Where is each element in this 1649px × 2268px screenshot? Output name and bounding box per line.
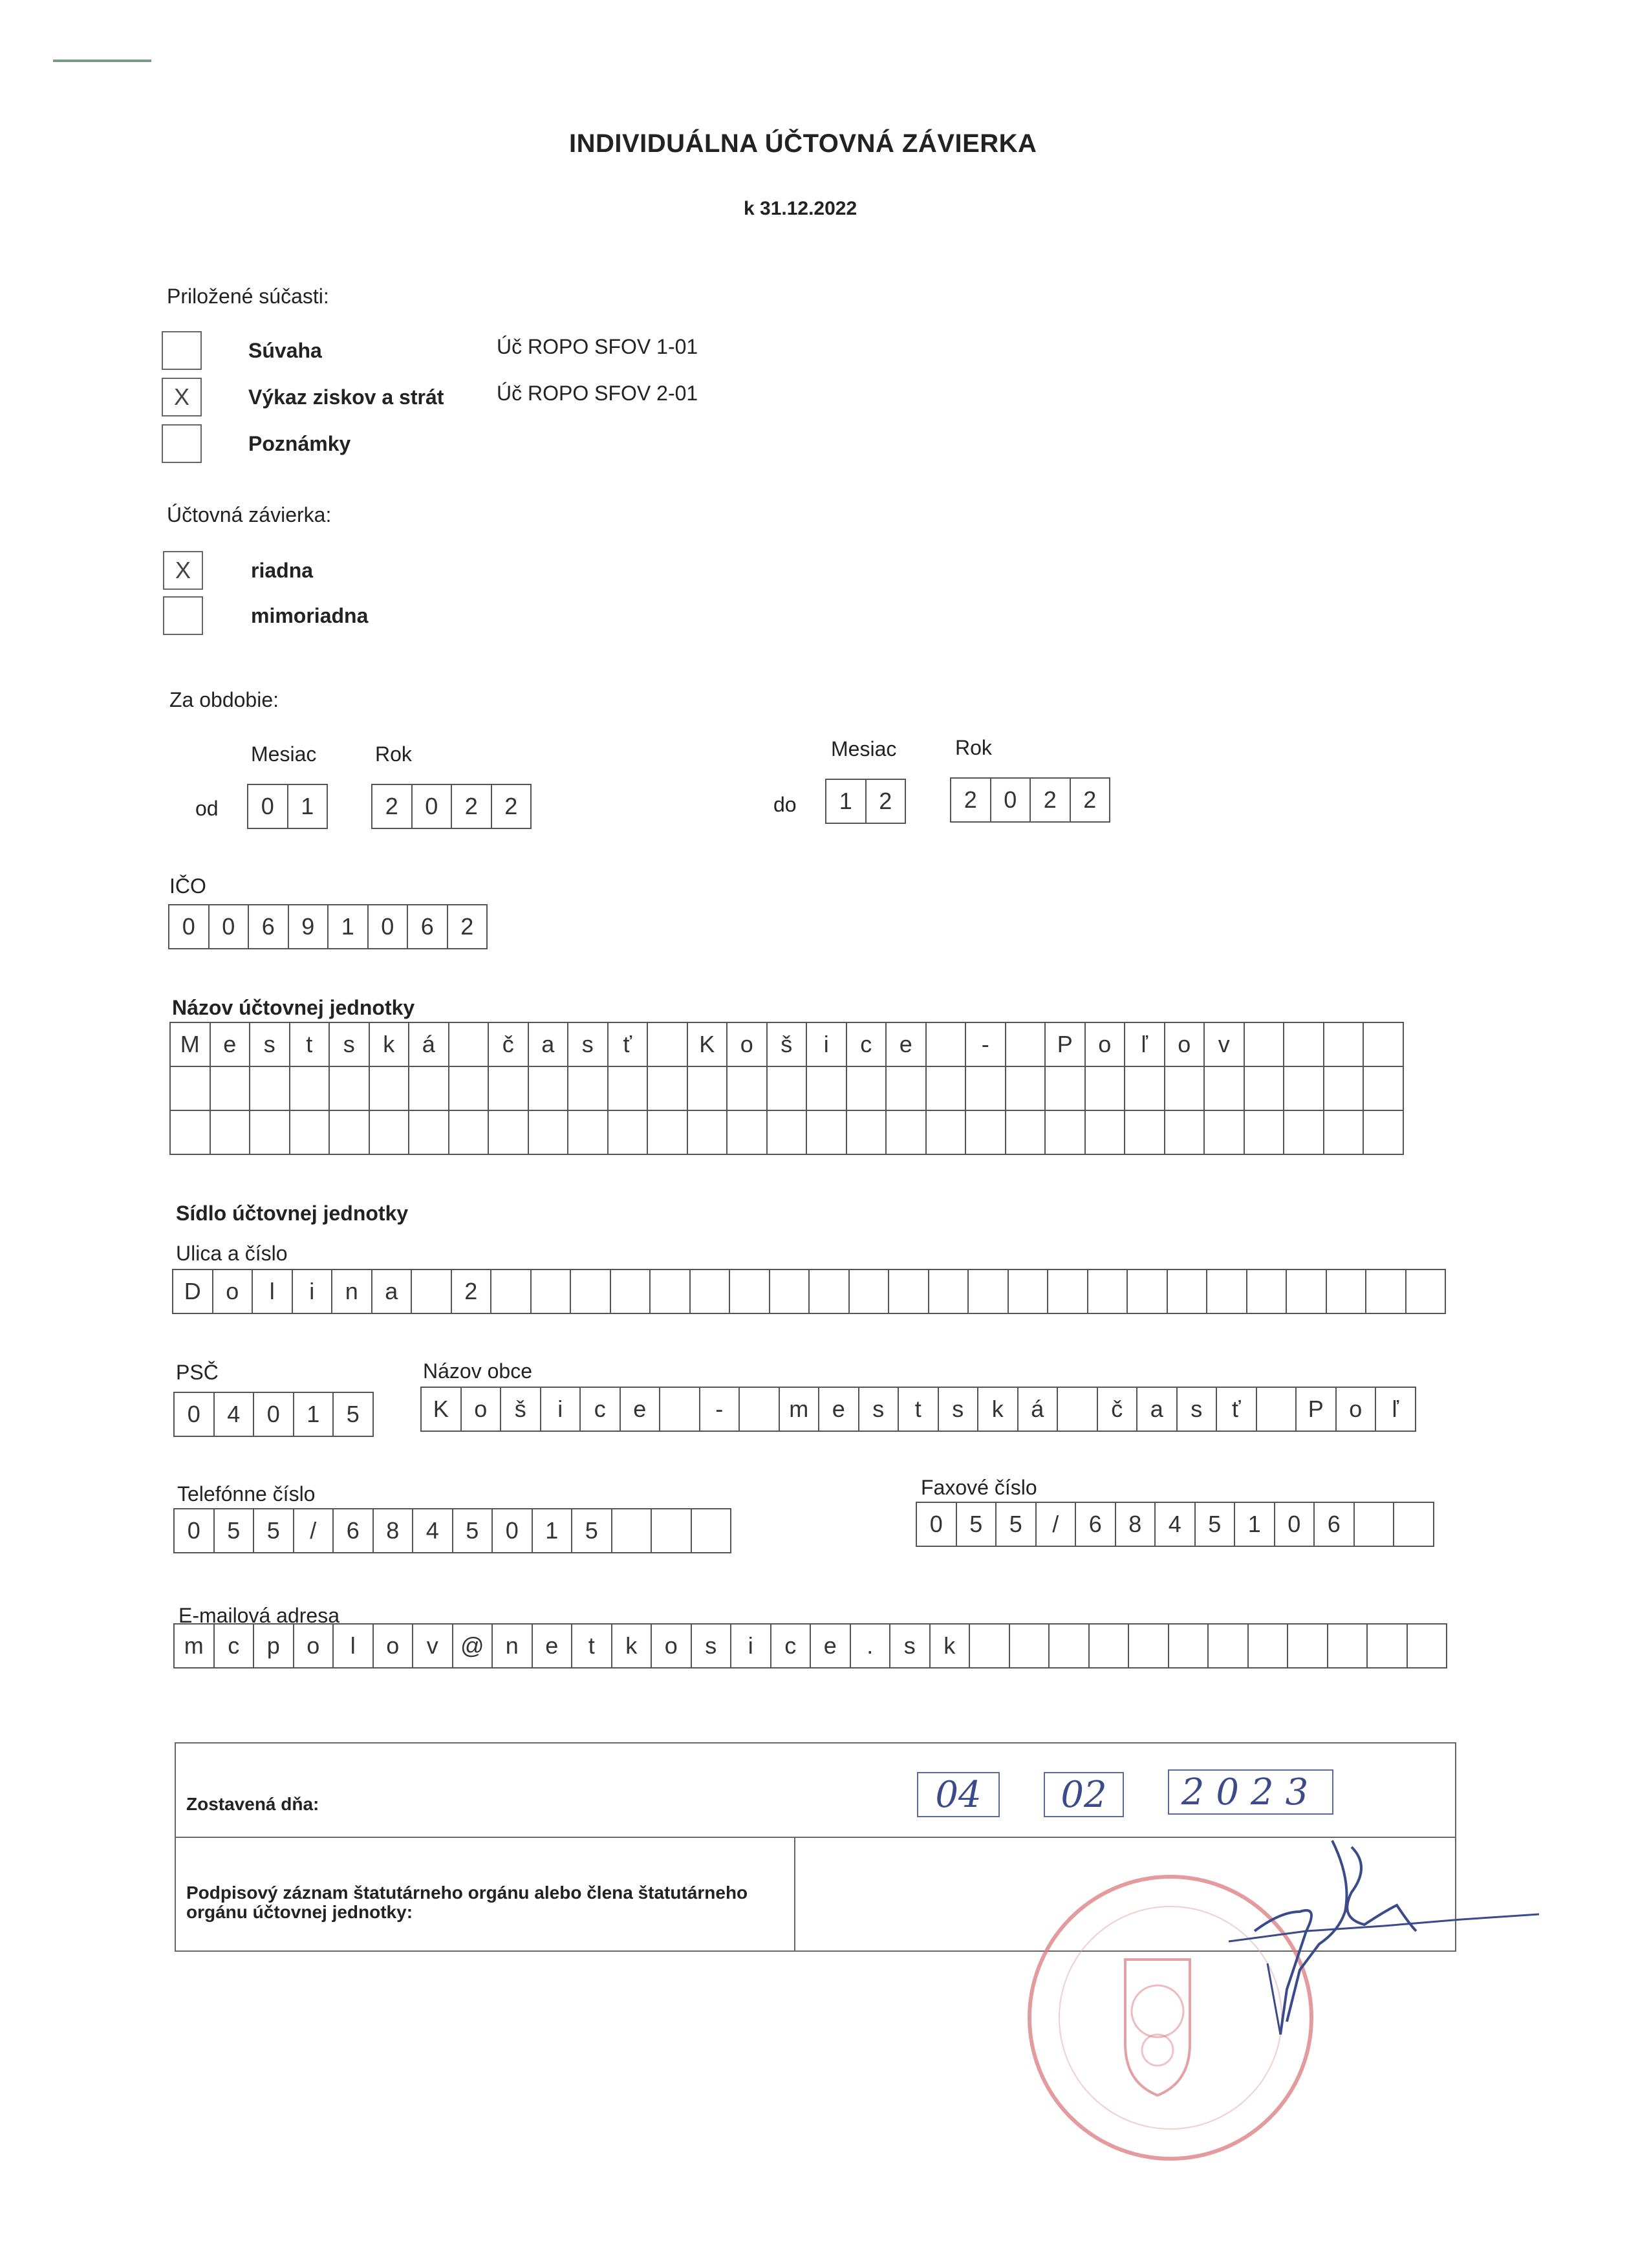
street-cell	[1008, 1269, 1049, 1314]
attachment-label-1: Súvaha	[248, 339, 322, 362]
city-cell: s	[858, 1387, 900, 1432]
from-month-label: Mesiac	[251, 742, 317, 766]
city-label: Názov obce	[423, 1359, 532, 1383]
city-cell: o	[1335, 1387, 1377, 1432]
city-cell: e	[620, 1387, 661, 1432]
name3-cell	[885, 1110, 927, 1155]
to-year-cell: 2	[1029, 777, 1071, 823]
closing-type-checkbox-2[interactable]	[163, 596, 203, 635]
compiled-month-field[interactable]	[1044, 1772, 1124, 1817]
name2-cell	[528, 1066, 569, 1111]
psc-field[interactable]	[173, 1392, 374, 1437]
name-row-1[interactable]	[169, 1022, 1404, 1067]
street-cell	[1126, 1269, 1168, 1314]
street-cell	[1326, 1269, 1367, 1314]
email-cell	[1128, 1623, 1169, 1669]
city-cell: P	[1295, 1387, 1337, 1432]
fax-cell: 8	[1115, 1502, 1156, 1547]
email-cell	[1366, 1623, 1408, 1669]
name2-cell	[1244, 1066, 1285, 1111]
email-cell: o	[372, 1623, 414, 1669]
name1-cell: c	[846, 1022, 887, 1067]
city-cell: a	[1136, 1387, 1178, 1432]
name1-cell: t	[289, 1022, 330, 1067]
psc-cell: 0	[253, 1392, 294, 1437]
phone-cell: 5	[452, 1508, 493, 1553]
from-year-cell: 2	[371, 784, 413, 829]
psc-label: PSČ	[176, 1361, 219, 1384]
name2-cell	[289, 1066, 330, 1111]
email-cell	[1406, 1623, 1448, 1669]
name2-cell	[885, 1066, 927, 1111]
ico-cell: 9	[288, 904, 329, 949]
phone-cell	[691, 1508, 732, 1553]
name2-cell	[169, 1066, 211, 1111]
phone-cell	[611, 1508, 652, 1553]
name2-cell	[647, 1066, 688, 1111]
email-cell: l	[332, 1623, 374, 1669]
city-cell: -	[699, 1387, 740, 1432]
name1-cell	[1323, 1022, 1364, 1067]
name1-cell: á	[408, 1022, 449, 1067]
name3-cell	[408, 1110, 449, 1155]
compiled-day: 04	[935, 1773, 982, 1816]
from-year-label: Rok	[375, 742, 412, 766]
name3-cell	[1323, 1110, 1364, 1155]
name2-cell	[369, 1066, 410, 1111]
to-year-cell: 2	[950, 777, 991, 823]
fax-cell: 1	[1234, 1502, 1275, 1547]
name2-cell	[567, 1066, 609, 1111]
name1-cell	[925, 1022, 967, 1067]
name2-cell	[210, 1066, 251, 1111]
name1-cell: M	[169, 1022, 211, 1067]
street-cell	[570, 1269, 611, 1314]
street-cell: n	[331, 1269, 372, 1314]
name2-cell	[607, 1066, 649, 1111]
fax-cell	[1353, 1502, 1395, 1547]
street-cell	[1047, 1269, 1088, 1314]
report-date: k 31.12.2022	[744, 198, 857, 219]
scan-mark	[53, 59, 151, 62]
fax-cell: /	[1035, 1502, 1077, 1547]
city-cell: i	[540, 1387, 581, 1432]
street-cell	[769, 1269, 810, 1314]
fax-cell: 5	[956, 1502, 997, 1547]
fax-cell: 4	[1154, 1502, 1196, 1547]
psc-cell: 4	[213, 1392, 255, 1437]
email-cell	[1088, 1623, 1130, 1669]
psc-cell: 1	[293, 1392, 334, 1437]
attachment-label-2: Výkaz ziskov a strát	[248, 385, 444, 409]
name2-cell	[1164, 1066, 1205, 1111]
street-cell	[808, 1269, 850, 1314]
signature-table-col-divider	[794, 1837, 795, 1952]
phone-cell	[651, 1508, 692, 1553]
name1-cell	[647, 1022, 688, 1067]
name2-cell	[766, 1066, 808, 1111]
name3-cell	[607, 1110, 649, 1155]
name2-cell	[726, 1066, 768, 1111]
city-cell: k	[977, 1387, 1018, 1432]
street-cell: o	[212, 1269, 253, 1314]
name3-cell	[687, 1110, 728, 1155]
phone-label: Telefónne číslo	[177, 1482, 316, 1506]
name1-cell: ľ	[1124, 1022, 1165, 1067]
name2-cell	[408, 1066, 449, 1111]
street-cell	[848, 1269, 890, 1314]
name1-cell: a	[528, 1022, 569, 1067]
name3-cell	[726, 1110, 768, 1155]
city-cell: m	[779, 1387, 820, 1432]
from-label: od	[195, 797, 219, 820]
name-row-2[interactable]	[169, 1066, 1404, 1111]
phone-cell: 0	[173, 1508, 215, 1553]
name2-cell	[846, 1066, 887, 1111]
attachment-code-1: Úč ROPO SFOV 1-01	[497, 335, 698, 358]
email-cell: k	[611, 1623, 652, 1669]
to-label: do	[773, 793, 797, 816]
email-cell	[1009, 1623, 1050, 1669]
name1-cell: o	[1164, 1022, 1205, 1067]
name3-cell	[1363, 1110, 1404, 1155]
ico-label: IČO	[169, 874, 206, 898]
name3-cell	[1203, 1110, 1245, 1155]
phone-cell: 6	[332, 1508, 374, 1553]
city-cell	[1256, 1387, 1297, 1432]
to-month-cell: 2	[865, 779, 907, 824]
ico-cell: 6	[248, 904, 289, 949]
compiled-day-field[interactable]	[917, 1772, 1000, 1817]
street-label: Ulica a číslo	[176, 1242, 288, 1265]
street-cell	[729, 1269, 770, 1314]
name2-cell	[329, 1066, 370, 1111]
city-cell	[659, 1387, 700, 1432]
name1-cell	[1283, 1022, 1324, 1067]
city-field[interactable]	[420, 1387, 1416, 1432]
name-row-3[interactable]	[169, 1110, 1404, 1155]
name2-cell	[1124, 1066, 1165, 1111]
compiled-month: 02	[1061, 1773, 1107, 1816]
email-label: E-mailová adresa	[178, 1604, 339, 1627]
name1-cell: P	[1044, 1022, 1086, 1067]
name1-cell	[448, 1022, 490, 1067]
ico-cell: 6	[407, 904, 448, 949]
street-cell	[1206, 1269, 1247, 1314]
email-cell: .	[850, 1623, 891, 1669]
city-cell: e	[818, 1387, 859, 1432]
email-cell: i	[730, 1623, 771, 1669]
name2-cell	[1283, 1066, 1324, 1111]
name2-cell	[965, 1066, 1006, 1111]
phone-cell: /	[293, 1508, 334, 1553]
from-month-cell: 0	[247, 784, 288, 829]
email-field[interactable]	[173, 1623, 1447, 1669]
closing-type-label-1: riadna	[251, 559, 314, 582]
email-cell	[1207, 1623, 1249, 1669]
city-cell: ľ	[1375, 1387, 1416, 1432]
handwritten-signature	[1190, 1834, 1552, 2067]
name3-cell	[1124, 1110, 1165, 1155]
email-cell: c	[213, 1623, 255, 1669]
closing-type-label-2: mimoriadna	[251, 604, 369, 627]
attachment-code-2: Úč ROPO SFOV 2-01	[497, 382, 698, 405]
street-cell	[610, 1269, 651, 1314]
email-cell: e	[810, 1623, 851, 1669]
fax-label: Faxové číslo	[921, 1476, 1037, 1499]
name1-cell: K	[687, 1022, 728, 1067]
phone-cell: 5	[213, 1508, 255, 1553]
period-heading: Za obdobie:	[169, 688, 279, 711]
attachment-checkbox-1[interactable]	[162, 331, 202, 370]
email-cell	[1168, 1623, 1209, 1669]
street-cell	[928, 1269, 969, 1314]
name1-cell	[1363, 1022, 1404, 1067]
from-year-cell: 2	[491, 784, 532, 829]
phone-cell: 1	[532, 1508, 573, 1553]
email-cell: v	[412, 1623, 453, 1669]
name2-cell	[687, 1066, 728, 1111]
email-cell: c	[770, 1623, 812, 1669]
city-cell: t	[898, 1387, 939, 1432]
email-cell: t	[571, 1623, 612, 1669]
city-cell: š	[500, 1387, 541, 1432]
name3-cell	[965, 1110, 1006, 1155]
fax-field[interactable]	[916, 1502, 1434, 1547]
attachment-checkbox-2[interactable]: X	[162, 378, 202, 416]
city-cell	[1057, 1387, 1098, 1432]
name1-cell: e	[885, 1022, 927, 1067]
email-cell: m	[173, 1623, 215, 1669]
closing-type-heading: Účtovná závierka:	[167, 503, 332, 526]
name3-cell	[249, 1110, 290, 1155]
city-cell	[738, 1387, 780, 1432]
name3-cell	[1005, 1110, 1046, 1155]
name3-cell	[925, 1110, 967, 1155]
street-cell	[1365, 1269, 1406, 1314]
name1-cell: s	[249, 1022, 290, 1067]
name3-cell	[1283, 1110, 1324, 1155]
name3-cell	[488, 1110, 529, 1155]
city-cell: á	[1017, 1387, 1059, 1432]
street-cell	[1087, 1269, 1128, 1314]
psc-cell: 5	[332, 1392, 374, 1437]
name-label: Názov účtovnej jednotky	[172, 996, 415, 1019]
to-year-cell: 2	[1070, 777, 1111, 823]
page-title: INDIVIDUÁLNA ÚČTOVNÁ ZÁVIERKA	[569, 129, 1037, 158]
ico-cell: 0	[208, 904, 250, 949]
ico-cell: 2	[447, 904, 488, 949]
name3-cell	[329, 1110, 370, 1155]
to-year-label: Rok	[955, 736, 992, 759]
to-year-cell: 0	[990, 777, 1031, 823]
street-cell	[888, 1269, 929, 1314]
name3-cell	[289, 1110, 330, 1155]
email-cell: @	[452, 1623, 493, 1669]
ico-cell: 1	[327, 904, 369, 949]
attachments-heading: Priložené súčasti:	[167, 285, 329, 308]
from-year-field[interactable]	[371, 784, 532, 829]
name1-cell: s	[329, 1022, 370, 1067]
name3-cell	[1164, 1110, 1205, 1155]
city-cell: s	[938, 1387, 979, 1432]
phone-cell: 0	[491, 1508, 533, 1553]
from-year-cell: 2	[451, 784, 492, 829]
email-cell: n	[491, 1623, 533, 1669]
street-cell	[490, 1269, 532, 1314]
from-month-field[interactable]	[247, 784, 328, 829]
name1-cell: i	[806, 1022, 847, 1067]
ico-cell: 0	[367, 904, 409, 949]
street-cell	[1286, 1269, 1327, 1314]
name2-cell	[806, 1066, 847, 1111]
name1-cell: -	[965, 1022, 1006, 1067]
psc-cell: 0	[173, 1392, 215, 1437]
street-cell: a	[371, 1269, 413, 1314]
name3-cell	[806, 1110, 847, 1155]
street-field[interactable]	[172, 1269, 1446, 1314]
city-cell: o	[460, 1387, 502, 1432]
to-year-field[interactable]	[950, 777, 1110, 823]
fax-cell	[1393, 1502, 1434, 1547]
closing-type-checkbox-1[interactable]: X	[163, 551, 203, 590]
name1-cell: s	[567, 1022, 609, 1067]
name1-cell	[1244, 1022, 1285, 1067]
fax-cell: 0	[1274, 1502, 1315, 1547]
name2-cell	[249, 1066, 290, 1111]
name2-cell	[488, 1066, 529, 1111]
email-cell: s	[691, 1623, 732, 1669]
name3-cell	[210, 1110, 251, 1155]
name1-cell: o	[1084, 1022, 1126, 1067]
street-cell	[530, 1269, 572, 1314]
name3-cell	[647, 1110, 688, 1155]
name3-cell	[528, 1110, 569, 1155]
phone-cell: 8	[372, 1508, 414, 1553]
street-cell	[1167, 1269, 1208, 1314]
street-cell	[1246, 1269, 1288, 1314]
to-month-label: Mesiac	[831, 737, 897, 761]
street-cell	[689, 1269, 731, 1314]
name3-cell	[567, 1110, 609, 1155]
name1-cell: ť	[607, 1022, 649, 1067]
address-heading: Sídlo účtovnej jednotky	[176, 1202, 409, 1225]
phone-cell: 5	[571, 1508, 612, 1553]
email-cell	[1327, 1623, 1368, 1669]
name1-cell: č	[488, 1022, 529, 1067]
name1-cell: o	[726, 1022, 768, 1067]
email-cell	[969, 1623, 1010, 1669]
name3-cell	[448, 1110, 490, 1155]
street-cell: 2	[451, 1269, 492, 1314]
name2-cell	[1084, 1066, 1126, 1111]
name1-cell: e	[210, 1022, 251, 1067]
name3-cell	[1044, 1110, 1086, 1155]
phone-field[interactable]	[173, 1508, 731, 1553]
name3-cell	[169, 1110, 211, 1155]
city-cell: ť	[1216, 1387, 1257, 1432]
street-cell	[649, 1269, 691, 1314]
to-month-cell: 1	[825, 779, 867, 824]
fax-cell: 6	[1313, 1502, 1355, 1547]
city-cell: č	[1097, 1387, 1138, 1432]
street-cell	[1405, 1269, 1447, 1314]
attachment-checkbox-3[interactable]	[162, 424, 202, 463]
street-cell: D	[172, 1269, 213, 1314]
name1-cell	[1005, 1022, 1046, 1067]
name1-cell: v	[1203, 1022, 1245, 1067]
email-cell	[1287, 1623, 1328, 1669]
fax-cell: 5	[1194, 1502, 1236, 1547]
sign-label: Podpisový záznam štatutárneho orgánu alebo člena štatutárneho orgánu účtovnej jednotky:	[186, 1883, 748, 1922]
compiled-year-field[interactable]	[1168, 1769, 1333, 1815]
compiled-label: Zostavená dňa:	[186, 1794, 319, 1814]
fax-cell: 6	[1075, 1502, 1116, 1547]
to-month-field[interactable]	[825, 779, 906, 824]
phone-cell: 5	[253, 1508, 294, 1553]
email-cell: k	[929, 1623, 971, 1669]
name2-cell	[448, 1066, 490, 1111]
name2-cell	[1005, 1066, 1046, 1111]
email-cell: e	[532, 1623, 573, 1669]
email-cell	[1048, 1623, 1090, 1669]
ico-field[interactable]	[168, 904, 488, 949]
city-cell: s	[1176, 1387, 1218, 1432]
name1-cell: k	[369, 1022, 410, 1067]
name3-cell	[369, 1110, 410, 1155]
name3-cell	[1084, 1110, 1126, 1155]
email-cell	[1247, 1623, 1289, 1669]
city-cell: c	[579, 1387, 621, 1432]
street-cell: l	[252, 1269, 293, 1314]
name2-cell	[1044, 1066, 1086, 1111]
attachment-label-3: Poznámky	[248, 432, 351, 455]
name3-cell	[1244, 1110, 1285, 1155]
street-cell	[411, 1269, 452, 1314]
email-cell: p	[253, 1623, 294, 1669]
name2-cell	[925, 1066, 967, 1111]
name2-cell	[1203, 1066, 1245, 1111]
compiled-year: 2023	[1181, 1771, 1320, 1813]
name2-cell	[1323, 1066, 1364, 1111]
email-cell: s	[889, 1623, 931, 1669]
email-cell: o	[651, 1623, 692, 1669]
from-year-cell: 0	[411, 784, 453, 829]
from-month-cell: 1	[287, 784, 329, 829]
street-cell	[967, 1269, 1009, 1314]
phone-cell: 4	[412, 1508, 453, 1553]
ico-cell: 0	[168, 904, 210, 949]
fax-cell: 0	[916, 1502, 957, 1547]
name2-cell	[1363, 1066, 1404, 1111]
name3-cell	[766, 1110, 808, 1155]
fax-cell: 5	[995, 1502, 1037, 1547]
email-cell: o	[293, 1623, 334, 1669]
city-cell: K	[420, 1387, 462, 1432]
name3-cell	[846, 1110, 887, 1155]
street-cell: i	[292, 1269, 333, 1314]
name1-cell: š	[766, 1022, 808, 1067]
